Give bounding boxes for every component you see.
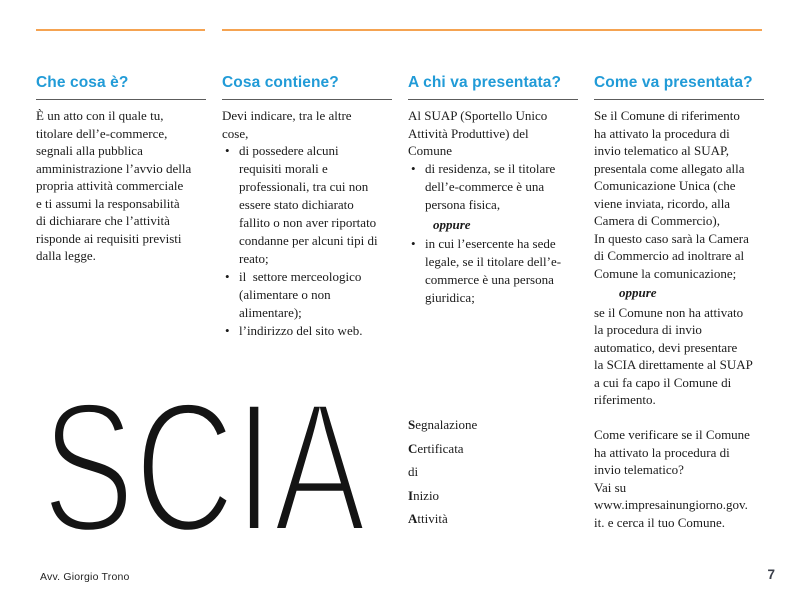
expansion-line — [408, 437, 477, 461]
footer-author: Avv. Giorgio Trono — [40, 571, 130, 583]
list-item — [222, 322, 392, 340]
scia-wordmark-text: SCIA — [42, 398, 367, 544]
expansion-initial: I — [408, 487, 414, 503]
top-rule-right — [222, 29, 762, 31]
list-item — [222, 268, 392, 322]
bullet-list — [408, 235, 578, 307]
bullet-text: l’indirizzo del sito web. — [239, 323, 363, 338]
oppure-connector: oppure — [433, 216, 471, 232]
acronym-expansion — [408, 413, 477, 531]
bullet-text: di possedere alcuni requisiti morali e professionali, tra cui non essere stato dichiarato fallito o non aver riportato condanne per alcuni tipi di reato; — [239, 143, 378, 266]
expansion-initial: A — [408, 511, 418, 526]
column-intro-text: Al SUAP (Sportello Unico Attività Produttive) del Comune — [408, 108, 548, 158]
bullet-text: il settore merceologico (alimentare o non alimentare); — [239, 269, 362, 320]
column-come-va-presentata — [594, 74, 764, 531]
heading-underline — [408, 99, 578, 100]
expansion-line — [408, 460, 477, 484]
expansion-rest: nizio — [413, 487, 440, 503]
heading-underline — [222, 99, 392, 100]
heading-underline — [594, 99, 764, 100]
bullet-list — [222, 142, 392, 340]
heading-underline — [36, 99, 206, 100]
column-heading: Che cosa è? — [36, 74, 129, 91]
expansion-line — [408, 484, 477, 508]
bullet-text: in cui l’esercente ha sede legale, se il titolare dell’e- commerce è una persona giuridica; — [425, 236, 562, 305]
list-item — [222, 142, 392, 268]
bullet-text: di residenza, se il titolare dell’e-commerce è una persona fisica, — [425, 160, 556, 212]
expansion-initial: S — [408, 417, 416, 432]
expansion-rest: egnalazione — [415, 417, 478, 432]
column-body-text: È un atto con il quale tu, titolare dell’e-commerce, segnali alla pubblica amministrazione l’avvio della propria attività commerciale e ti assumi la responsabilità di dichiarare che l’attività risponde ai requisiti previsti dalla legge. — [36, 108, 192, 263]
page-number: 7 — [767, 567, 775, 582]
column-body-text: Se il Comune di riferimento ha attivato la procedura di invio telematico al SUAP, presentala come allegato alla Comunicazione Unica (che viene inviata, ricordo, alla Camera di Commercio), In questo caso sarà la Camera di Commercio ad inoltrare al Comune la comunicazione; — [594, 108, 749, 281]
scia-wordmark — [42, 398, 374, 544]
top-rule-left — [36, 29, 205, 31]
expansion-rest: di — [408, 464, 419, 479]
column-heading: A chi va presentata? — [408, 74, 562, 91]
expansion-rest: ertificata — [417, 440, 464, 456]
list-item — [408, 160, 578, 214]
column-intro-text: Devi indicare, tra le altre cose, — [222, 108, 352, 141]
expansion-line — [408, 507, 477, 531]
oppure-connector: oppure — [619, 285, 657, 300]
column-heading: Come va presentata? — [594, 74, 753, 91]
column-heading: Cosa contiene? — [222, 74, 339, 91]
bullet-list — [408, 160, 578, 214]
expansion-rest: ttività — [417, 511, 448, 526]
expansion-line — [408, 413, 477, 437]
expansion-initial: C — [408, 440, 418, 456]
column-body-text: Come verificare se il Comune ha attivato la procedura di invio telematico? Vai su www.impresainungiorno.gov. it. e cerca il tuo Comune. — [594, 427, 750, 530]
column-body-text: se il Comune non ha attivato la procedura di invio automatico, devi presentare la SCIA direttamente al SUAP a cui fa capo il Comune di riferimento. — [594, 304, 753, 407]
list-item — [408, 235, 578, 307]
